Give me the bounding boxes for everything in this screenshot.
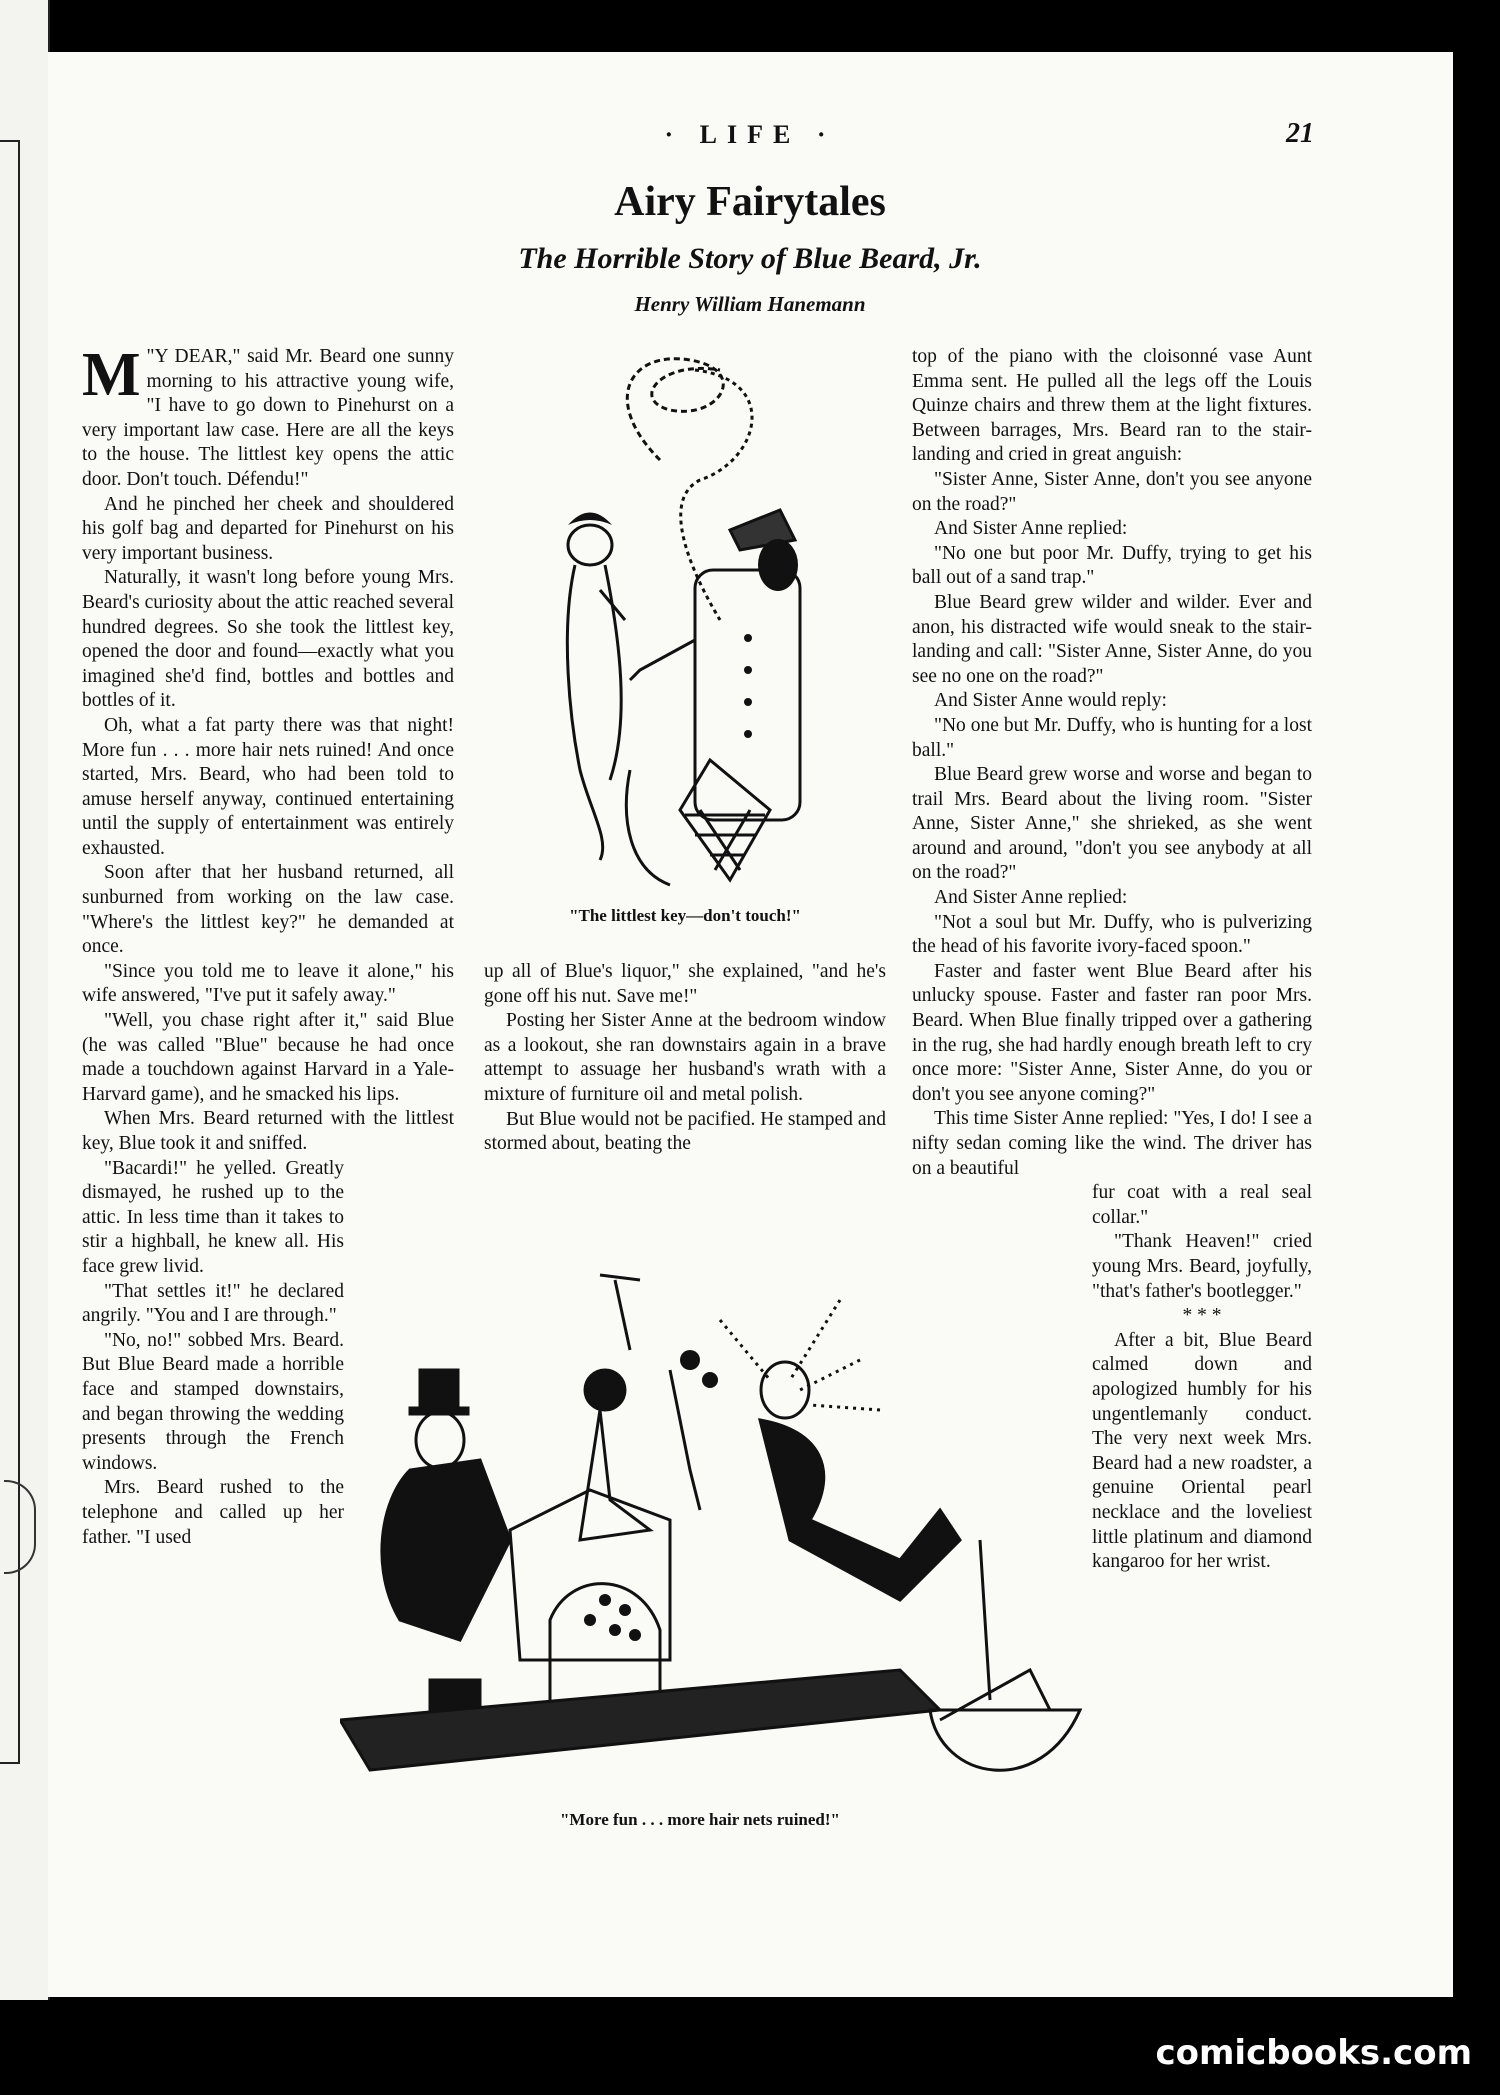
paragraph: Blue Beard grew wilder and wilder. Ever and anon, his distracted wife would sneak to the stair-landing and call: "Sister Anne, Sister Anne, do you see no one on the road?": [912, 591, 1312, 687]
watermark-logo: comicbooks.com: [1155, 2033, 1472, 2073]
paragraph: "Thank Heaven!" cried young Mrs. Beard, joyfully, "that's father's bootlegger.": [1092, 1231, 1312, 1302]
paragraph: "No, no!" sobbed Mrs. Beard. But Blue Beard made a horrible face and stamped downstairs, and began throwing the wedding presents through the French windows.: [82, 1329, 344, 1474]
paragraph: fur coat with a real seal collar.": [1092, 1182, 1312, 1228]
paragraph: This time Sister Anne replied: "Yes, I do! I see a nifty sedan coming like the wind. The driver has on a beautiful: [912, 1108, 1312, 1179]
paragraph: "Since you told me to leave it alone," his wife answered, "I've put it safely away.": [82, 960, 454, 1007]
text-column-middle: [484, 960, 886, 1157]
magazine-header: · LIFE ·: [664, 120, 836, 149]
paragraph: Faster and faster went Blue Beard after his unlucky spouse. Faster and faster ran poor Mrs. Beard. When Blue finally tripped over a gathering in the rug, she had hardly enough breath left to cry once more: "Sister Anne, Sister Anne, do you or don't you see anyone coming?": [912, 960, 1312, 1105]
paragraph: [82, 341, 454, 493]
paragraph: After a bit, Blue Beard calmed down and apologized humbly for his ungentlemanly conduct. The very next week Mrs. Beard had a new roadster, a genuine Oriental pearl necklace and the loveliest little platinum and diamond kangaroo for her wrist.: [1092, 1329, 1312, 1573]
paragraph: "No one but Mr. Duffy, who is hunting for a lost ball.": [912, 714, 1312, 761]
illustration-party: [340, 1240, 1090, 1800]
narrow-text-block: [82, 1157, 344, 1551]
opening-quote: ": [146, 346, 155, 367]
paragraph: "No one but poor Mr. Duffy, trying to get his ball out of a sand trap.": [912, 542, 1312, 589]
caption-bottom: "More fun . . . more hair nets ruined!": [559, 1810, 840, 1829]
paragraph: And Sister Anne would reply:: [934, 690, 1167, 712]
narrow-text-block: [1092, 1181, 1312, 1575]
paragraph: up all of Blue's liquor," she explained, "and he's gone off his nut. Save me!": [484, 961, 886, 1007]
paragraph: And he pinched her cheek and shouldered his golf bag and departed for Pinehurst on his very important business.: [82, 493, 454, 564]
paragraph: Soon after that her husband returned, all sunburned from working on the law case. "Where's the littlest key?" he demanded at once.: [82, 862, 454, 958]
paragraph: Mrs. Beard rushed to the telephone and called up her father. "I used: [82, 1477, 344, 1548]
paragraph: top of the piano with the cloisonné vase Aunt Emma sent. He pulled all the legs off the Louis Quinze chairs and threw them at the light fixtures. Between barrages, Mrs. Beard ran to the stair-landing and cried in great anguish:: [912, 346, 1312, 466]
paragraph: Oh, what a fat party there was that night! More fun . . . more hair nets ruined! And once started, Mrs. Beard, who had been told to amuse herself anyway, continued entertaining until the supply of entertainment was entirely exhausted.: [82, 714, 454, 859]
paragraph: "That settles it!" he declared angrily. "You and I are through.": [82, 1280, 344, 1327]
paragraph: "Sister Anne, Sister Anne, don't you see anyone on the road?": [912, 468, 1312, 515]
paragraph: Posting her Sister Anne at the bedroom window as a lookout, she ran downstairs again in a brave attempt to assuage her husband's wrath with a mixture of furniture oil and metal polish.: [484, 1010, 886, 1105]
article-byline: Henry William Hanemann: [634, 292, 866, 316]
paragraph: "Well, you chase right after it," said Blue (he was called "Blue" because he had once made a touchdown against Harvard in a Yale-Harvard game), and he smacked his lips.: [82, 1010, 454, 1105]
paragraph: But Blue would not be pacified. He stamped and stormed about, beating the: [484, 1108, 886, 1155]
paragraph: And Sister Anne replied:: [934, 887, 1128, 909]
paragraph: Naturally, it wasn't long before young Mrs. Beard's curiosity about the attic reached several hundred degrees. So she took the littlest key, opened the door and found—exactly what you imagined she'd find, bottles and bottles and bottles of it.: [82, 567, 454, 712]
caption-top: "The littlest key—don't touch!": [569, 906, 801, 925]
paragraph-text: Y DEAR," said Mr. Beard one sunny morning to his attractive young wife, "I have to go down to Pinehurst on a very important law case. Here are all the keys to the house. The littlest key opens the attic door. Don't touch. Défendu!": [82, 346, 454, 490]
article-title: Airy Fairytales: [614, 179, 886, 225]
drop-cap: M: [82, 341, 141, 409]
paragraph: And Sister Anne replied:: [934, 518, 1128, 540]
page-number: 21: [1286, 118, 1314, 149]
paragraph: "Not a soul but Mr. Duffy, who is pulverizing the head of his favorite ivory-faced spoon.": [912, 911, 1312, 958]
paragraph: When Mrs. Beard returned with the littlest key, Blue took it and sniffed.: [82, 1108, 454, 1154]
paragraph: Blue Beard grew worse and worse and began to trail Mrs. Beard about the living room. "Sister Anne, Sister Anne," she shrieked, as she went around and around, "don't you see anybody at all on the road?": [912, 764, 1312, 884]
adjacent-page-doodle: [4, 1480, 36, 1574]
illustration-littlest-key: [520, 340, 840, 900]
section-break: * * *: [1182, 1305, 1222, 1327]
paragraph: "Bacardi!" he yelled. Greatly dismayed, he rushed up to the attic. In less time than it takes to stir a highball, he knew all. His face grew livid.: [82, 1157, 344, 1277]
article-subtitle: The Horrible Story of Blue Beard, Jr.: [518, 242, 982, 275]
